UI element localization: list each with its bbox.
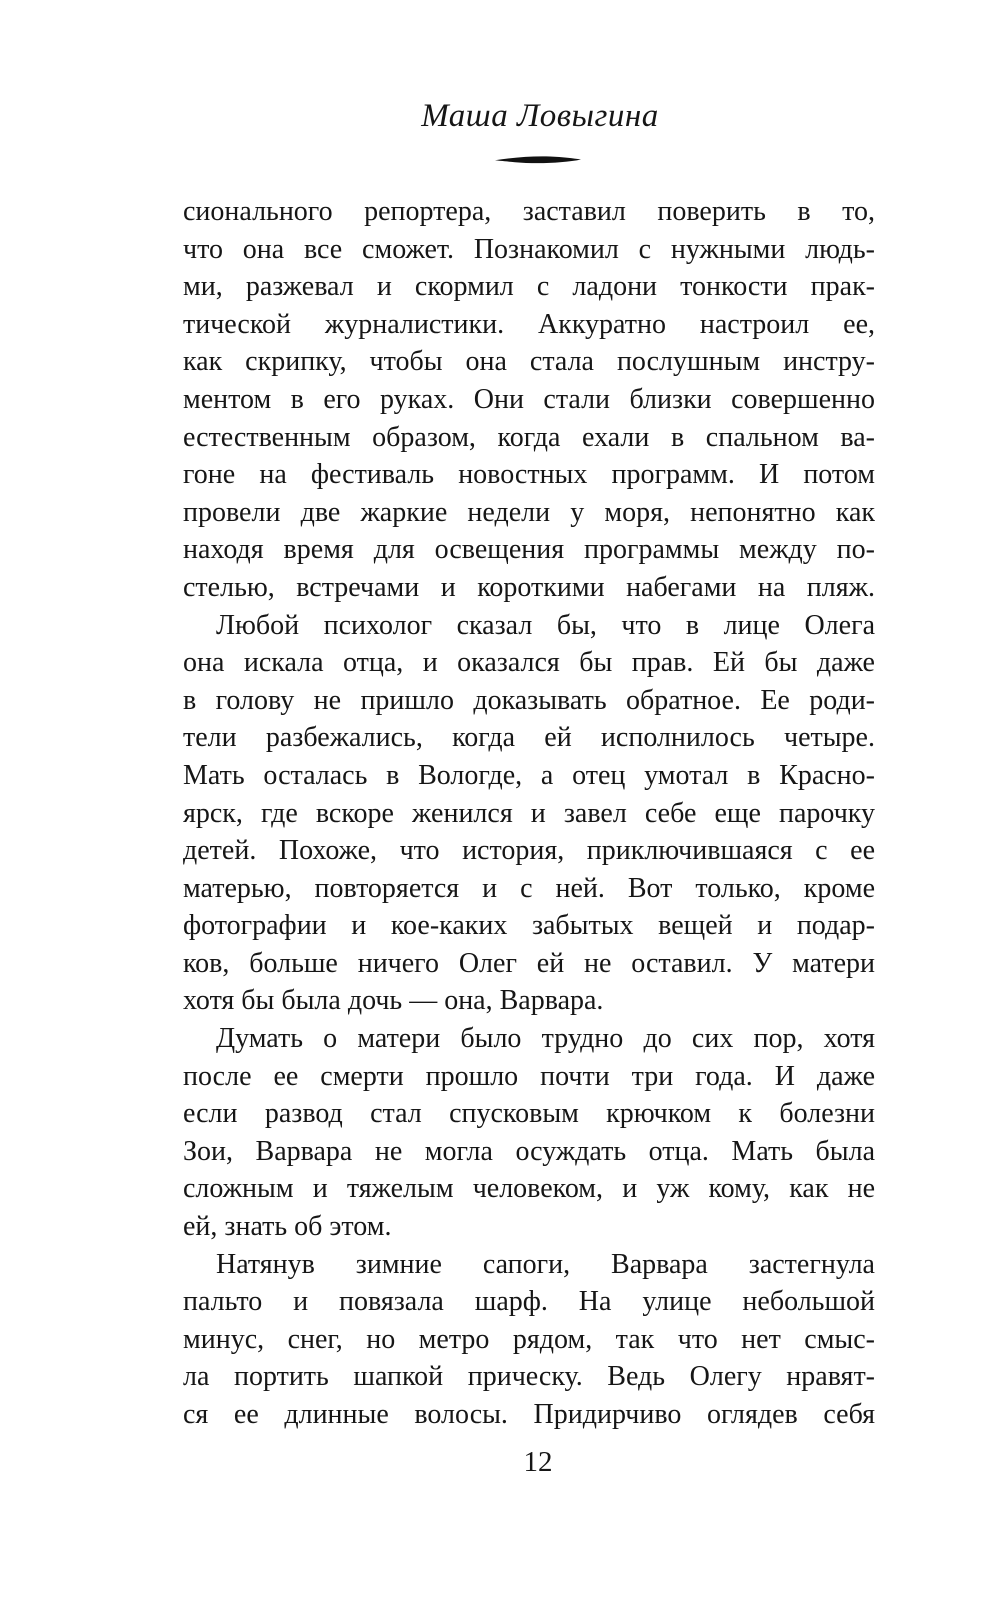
running-head-author: Маша Ловыгина xyxy=(421,98,659,134)
text-line: сложным и тяжелым человеком, и уж кому, как не xyxy=(183,1173,875,1205)
text-line: ярск, где вскоре женился и завел себе еще парочку xyxy=(183,797,875,829)
text-line: находя время для освещения программы между по- xyxy=(183,534,875,566)
text-line: ся ее длинные волосы. Придирчиво оглядев себя xyxy=(183,1399,875,1430)
section-divider xyxy=(192,155,884,165)
text-line: хотя бы была дочь — она, Варвара. xyxy=(183,985,604,1017)
text-line: Зои, Варвара не могла осуждать отца. Мать была xyxy=(183,1135,875,1167)
text-line: фотографии и кое-каких забытых вещей и подар- xyxy=(183,910,875,942)
text-line: если развод стал спусковым крючком к болезни xyxy=(183,1098,875,1130)
text-line: гоне на фестиваль новостных программ. И потом xyxy=(183,459,875,491)
text-line: ла портить шапкой прическу. Ведь Олегу нравят- xyxy=(183,1361,875,1393)
text-line: ей, знать об этом. xyxy=(183,1211,392,1243)
page-number: 12 xyxy=(523,1446,553,1478)
text-line: пальто и повязала шарф. На улице небольшой xyxy=(183,1286,875,1318)
text-line: ков, больше ничего Олег ей не оставил. У матери xyxy=(183,947,875,979)
leaf-divider-icon xyxy=(495,152,581,169)
text-line: ми, разжевал и скормил с ладони тонкости прак- xyxy=(183,271,875,303)
text-line: стелью, встречами и короткими набегами на пляж. xyxy=(183,571,875,603)
text-line: как скрипку, чтобы она стала послушным инстру- xyxy=(183,346,875,378)
text-line: Натянув зимние сапоги, Варвара застегнула xyxy=(216,1248,875,1280)
text-line: тели разбежались, когда ей исполнилось четыре. xyxy=(183,722,875,754)
text-line: после ее смерти прошло почти три года. И даже xyxy=(183,1060,875,1092)
text-line: сионального репортера, заставил поверить в то, xyxy=(183,196,875,227)
text-line: провели две жаркие недели у моря, непонятно как xyxy=(183,496,875,528)
text-line: в голову не пришло доказывать обратное. Ее роди- xyxy=(183,684,875,716)
text-line: Любой психолог сказал бы, что в лице Олега xyxy=(216,609,875,641)
body-text xyxy=(183,193,875,1434)
text-line: детей. Похоже, что история, приключившаяся с ее xyxy=(183,835,875,867)
text-line: минус, снег, но метро рядом, так что нет смыс- xyxy=(183,1323,875,1355)
text-line: ментом в его руках. Они стали близки совершенно xyxy=(183,383,875,415)
text-line: что она все сможет. Познакомил с нужными людь- xyxy=(183,233,875,265)
text-line: тической журналистики. Аккуратно настроил ее, xyxy=(183,308,875,340)
text-line: Мать осталась в Вологде, а отец умотал в Красно- xyxy=(183,759,875,791)
text-line: Думать о матери было трудно до сих пор, хотя xyxy=(216,1023,875,1055)
text-line: матерью, повторяется и с ней. Вот только, кроме xyxy=(183,872,875,904)
text-line: естественным образом, когда ехали в спальном ва- xyxy=(183,421,875,453)
text-line: она искала отца, и оказался бы прав. Ей бы даже xyxy=(183,647,875,679)
